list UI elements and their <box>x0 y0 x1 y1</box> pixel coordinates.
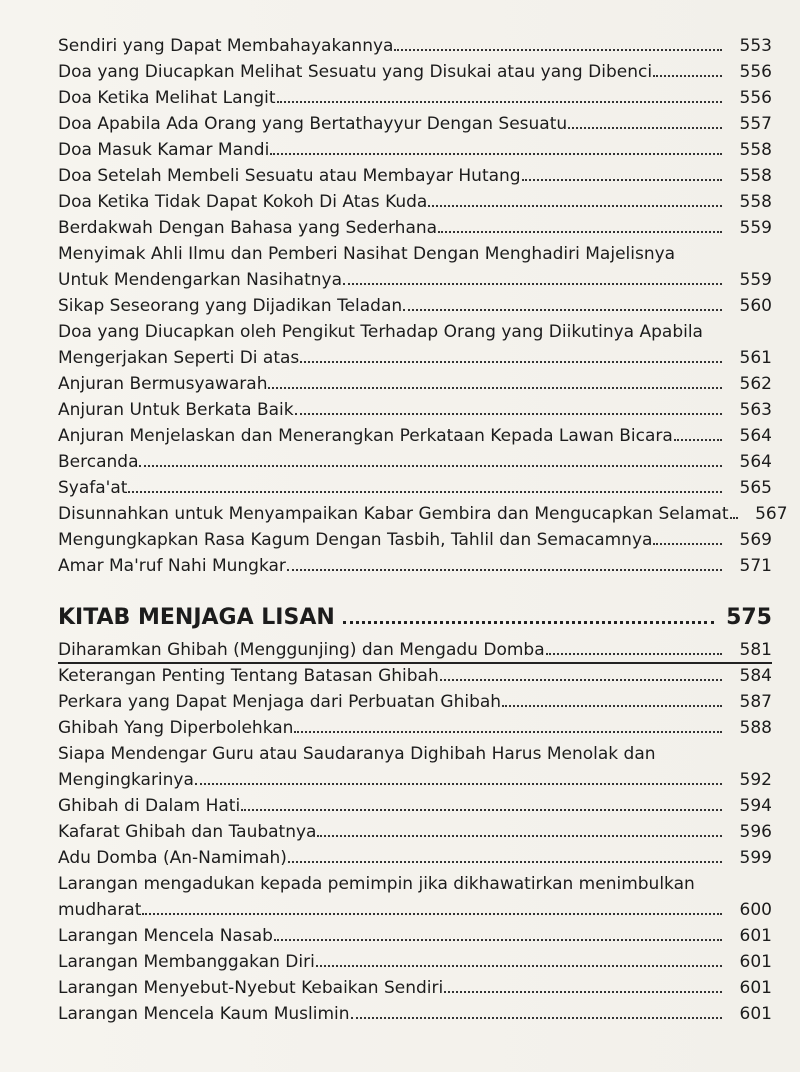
dot-leader <box>142 913 722 915</box>
table-of-contents <box>58 0 788 1024</box>
toc-entry-row <box>58 420 772 446</box>
toc-entry[interactable] <box>58 998 772 1024</box>
dot-leader <box>343 283 722 285</box>
toc-page-number: 556 <box>739 88 772 108</box>
toc-page-number: 569 <box>739 530 772 550</box>
toc-entry-title: Larangan Membanggakan Diri <box>58 952 315 972</box>
toc-entry-title: Anjuran Untuk Berkata Baik <box>58 400 294 420</box>
dot-leader <box>403 309 722 311</box>
dot-leader <box>653 75 722 77</box>
section-divider <box>58 662 772 664</box>
toc-entry-title: Diharamkan Ghibah (Menggunjing) dan Mengadu Domba <box>58 640 545 660</box>
toc-page-number: 596 <box>739 822 772 842</box>
toc-page-number: 594 <box>739 796 772 816</box>
toc-entry[interactable] <box>58 472 772 498</box>
toc-entry-row <box>58 342 772 368</box>
toc-entry-row <box>58 160 772 186</box>
toc-page-number: 601 <box>739 926 772 946</box>
toc-entry-row <box>58 446 772 472</box>
toc-entry[interactable] <box>58 186 772 212</box>
toc-entry-title: Mengungkapkan Rasa Kagum Dengan Tasbih, Tahlil dan Semacamnya <box>58 530 653 550</box>
toc-entry-row <box>58 686 772 712</box>
toc-page-number: 581 <box>739 640 772 660</box>
toc-entry[interactable] <box>58 290 772 316</box>
toc-entry[interactable] <box>58 394 772 420</box>
toc-page-number: 560 <box>739 296 772 316</box>
toc-entry[interactable] <box>58 368 772 394</box>
dot-leader <box>277 101 722 103</box>
dot-leader <box>241 809 722 811</box>
toc-entry[interactable] <box>58 816 772 842</box>
toc-entry-row <box>58 894 772 920</box>
dot-leader <box>317 835 722 837</box>
toc-entry[interactable] <box>58 920 772 946</box>
section-title: KITAB MENJAGA LISAN <box>58 605 335 630</box>
toc-entry-title: Larangan Mencela Kaum Muslimin <box>58 1004 350 1024</box>
toc-entry-row <box>58 842 772 868</box>
toc-entry[interactable] <box>58 316 772 368</box>
toc-entry-title: Doa Apabila Ada Orang yang Bertathayyur Dengan Sesuatu <box>58 114 568 134</box>
toc-entry[interactable] <box>58 550 772 576</box>
toc-entry-title: Larangan Mencela Nasab <box>58 926 273 946</box>
toc-entry-row <box>58 394 772 420</box>
toc-page-number: 601 <box>739 978 772 998</box>
toc-entry[interactable] <box>58 30 772 56</box>
toc-entry-row <box>58 472 772 498</box>
toc-entry-title: Doa Setelah Membeli Sesuatu atau Membayar Hutang <box>58 166 521 186</box>
toc-entry[interactable] <box>58 238 772 290</box>
toc-entry-row <box>58 972 772 998</box>
dot-leader <box>444 991 722 993</box>
toc-entry-title: Doa Masuk Kamar Mandi <box>58 140 270 160</box>
dot-leader <box>522 179 722 181</box>
toc-entry-title: Perkara yang Dapat Menjaga dari Perbuatan Ghibah <box>58 692 502 712</box>
toc-entry[interactable] <box>58 82 772 108</box>
toc-page-number: 601 <box>739 1004 772 1024</box>
dot-leader <box>195 783 722 785</box>
toc-page-number: 563 <box>739 400 772 420</box>
toc-page-number: 557 <box>739 114 772 134</box>
toc-entry-title: Keterangan Penting Tentang Batasan Ghibah <box>58 666 439 686</box>
dot-leader <box>730 517 738 519</box>
toc-entry-title: Bercanda <box>58 452 139 472</box>
toc-entry[interactable] <box>58 498 788 524</box>
toc-entry[interactable] <box>58 634 772 660</box>
dot-leader <box>428 205 722 207</box>
toc-entry-title: Anjuran Menjelaskan dan Menerangkan Perkataan Kepada Lawan Bicara <box>58 426 673 446</box>
toc-entry-row <box>58 946 772 972</box>
toc-page-number: 553 <box>739 36 772 56</box>
section-page-number: 575 <box>726 605 772 630</box>
dot-leader <box>274 939 722 941</box>
toc-page-number: 588 <box>739 718 772 738</box>
toc-page-number: 600 <box>739 900 772 920</box>
toc-entry[interactable] <box>58 524 772 550</box>
section-heading[interactable] <box>58 590 772 630</box>
toc-entry-row <box>58 920 772 946</box>
dot-leader <box>394 49 722 51</box>
dot-leader <box>139 465 722 467</box>
toc-entry[interactable] <box>58 160 772 186</box>
toc-page-number: 559 <box>739 270 772 290</box>
dot-leader <box>268 387 722 389</box>
dot-leader <box>294 731 722 733</box>
toc-page-number: 556 <box>739 62 772 82</box>
dot-leader <box>653 543 722 545</box>
toc-entry-row <box>58 264 772 290</box>
toc-entry[interactable] <box>58 842 772 868</box>
toc-entry[interactable] <box>58 56 772 82</box>
dot-leader <box>546 653 722 655</box>
toc-page-number: 592 <box>739 770 772 790</box>
toc-entry-title-line: Doa yang Diucapkan oleh Pengikut Terhadap Orang yang Diikutinya Apabila <box>58 322 703 342</box>
toc-entry-title: Adu Domba (An-Namimah) <box>58 848 287 868</box>
toc-entry-title: Mengerjakan Seperti Di atas <box>58 348 300 368</box>
dot-leader <box>438 231 722 233</box>
toc-entry-row <box>58 368 772 394</box>
toc-entry-title: Berdakwah Dengan Bahasa yang Sederhana <box>58 218 438 238</box>
dot-leader <box>502 705 722 707</box>
toc-entry-title: Untuk Mendengarkan Nasihatnya <box>58 270 342 290</box>
toc-page-number: 587 <box>739 692 772 712</box>
dot-leader <box>128 491 722 493</box>
toc-page-number: 571 <box>739 556 772 576</box>
dot-leader <box>295 413 722 415</box>
toc-entry-title: Anjuran Bermusyawarah <box>58 374 268 394</box>
toc-entry-title: Ghibah di Dalam Hati <box>58 796 241 816</box>
toc-entry-title: Kafarat Ghibah dan Taubatnya <box>58 822 317 842</box>
toc-entry-title-line: Siapa Mendengar Guru atau Saudaranya Dighibah Harus Menolak dan <box>58 744 656 764</box>
toc-entry-row <box>58 764 772 790</box>
toc-entry-row <box>58 498 788 524</box>
toc-entry-title-line: Menyimak Ahli Ilmu dan Pemberi Nasihat Dengan Menghadiri Majelisnya <box>58 244 676 264</box>
toc-entry-title: Sikap Seseorang yang Dijadikan Teladan <box>58 296 403 316</box>
toc-entry-title: Larangan Menyebut-Nyebut Kebaikan Sendiri <box>58 978 444 998</box>
toc-entry[interactable] <box>58 972 772 998</box>
toc-page-number: 558 <box>739 140 772 160</box>
toc-page-number: 601 <box>739 952 772 972</box>
toc-page-number: 562 <box>739 374 772 394</box>
dot-leader <box>270 153 722 155</box>
dot-leader <box>351 1017 722 1019</box>
toc-page-number: 558 <box>739 166 772 186</box>
toc-page-number: 567 <box>755 504 788 524</box>
toc-entry-title: Amar Ma'ruf Nahi Mungkar <box>58 556 286 576</box>
toc-entry-title: Ghibah Yang Diperbolehkan <box>58 718 294 738</box>
toc-entry[interactable] <box>58 738 772 790</box>
toc-entry[interactable] <box>58 868 772 920</box>
toc-entry-row <box>58 212 772 238</box>
toc-entry-row <box>58 290 772 316</box>
toc-page-number: 561 <box>739 348 772 368</box>
toc-page-number: 565 <box>739 478 772 498</box>
toc-entry-row <box>58 186 772 212</box>
toc-page-number: 584 <box>739 666 772 686</box>
toc-page-number: 558 <box>739 192 772 212</box>
dot-leader <box>568 127 722 129</box>
toc-entry-title: Sendiri yang Dapat Membahayakannya <box>58 36 394 56</box>
toc-entry-row <box>58 82 772 108</box>
toc-entry[interactable] <box>58 108 772 134</box>
toc-entry[interactable] <box>58 134 772 160</box>
toc-entry-row <box>58 790 772 816</box>
toc-entry-title: mudharat <box>58 900 142 920</box>
toc-entry-title: Doa Ketika Melihat Langit <box>58 88 276 108</box>
dot-leader <box>288 861 722 863</box>
toc-page-number: 559 <box>739 218 772 238</box>
toc-page-number: 564 <box>739 452 772 472</box>
toc-entry-row <box>58 816 772 842</box>
toc-entry[interactable] <box>58 790 772 816</box>
toc-page-number: 599 <box>739 848 772 868</box>
toc-entry-row <box>58 30 772 56</box>
dot-leader <box>300 361 722 363</box>
dot-leader <box>440 679 722 681</box>
toc-entry-title: Syafa'at <box>58 478 128 498</box>
toc-entry-row <box>58 712 772 738</box>
dot-leader <box>343 621 714 624</box>
toc-entry-row <box>58 108 772 134</box>
toc-entry[interactable] <box>58 712 772 738</box>
toc-entry[interactable] <box>58 420 772 446</box>
dot-leader <box>316 965 722 967</box>
toc-entry[interactable] <box>58 212 772 238</box>
toc-entry-row <box>58 634 772 660</box>
toc-entry-title: Disunnahkan untuk Menyampaikan Kabar Gembira dan Mengucapkan Selamat <box>58 504 729 524</box>
toc-entry-row <box>58 56 772 82</box>
toc-entry-title: Doa yang Diucapkan Melihat Sesuatu yang Disukai atau yang Dibenci <box>58 62 653 82</box>
toc-entry-title: Doa Ketika Tidak Dapat Kokoh Di Atas Kuda <box>58 192 428 212</box>
toc-entry-title: Mengingkarinya <box>58 770 194 790</box>
toc-page-number: 564 <box>739 426 772 446</box>
dot-leader <box>674 439 722 441</box>
dot-leader <box>287 569 722 571</box>
toc-entry-row <box>58 998 772 1024</box>
toc-entry[interactable] <box>58 946 772 972</box>
toc-entry-row <box>58 550 772 576</box>
toc-entry-title-line: Larangan mengadukan kepada pemimpin jika dikhawatirkan menimbulkan <box>58 874 695 894</box>
toc-entry-row <box>58 134 772 160</box>
toc-entry[interactable] <box>58 446 772 472</box>
toc-entry-row <box>58 524 772 550</box>
toc-entry[interactable] <box>58 686 772 712</box>
